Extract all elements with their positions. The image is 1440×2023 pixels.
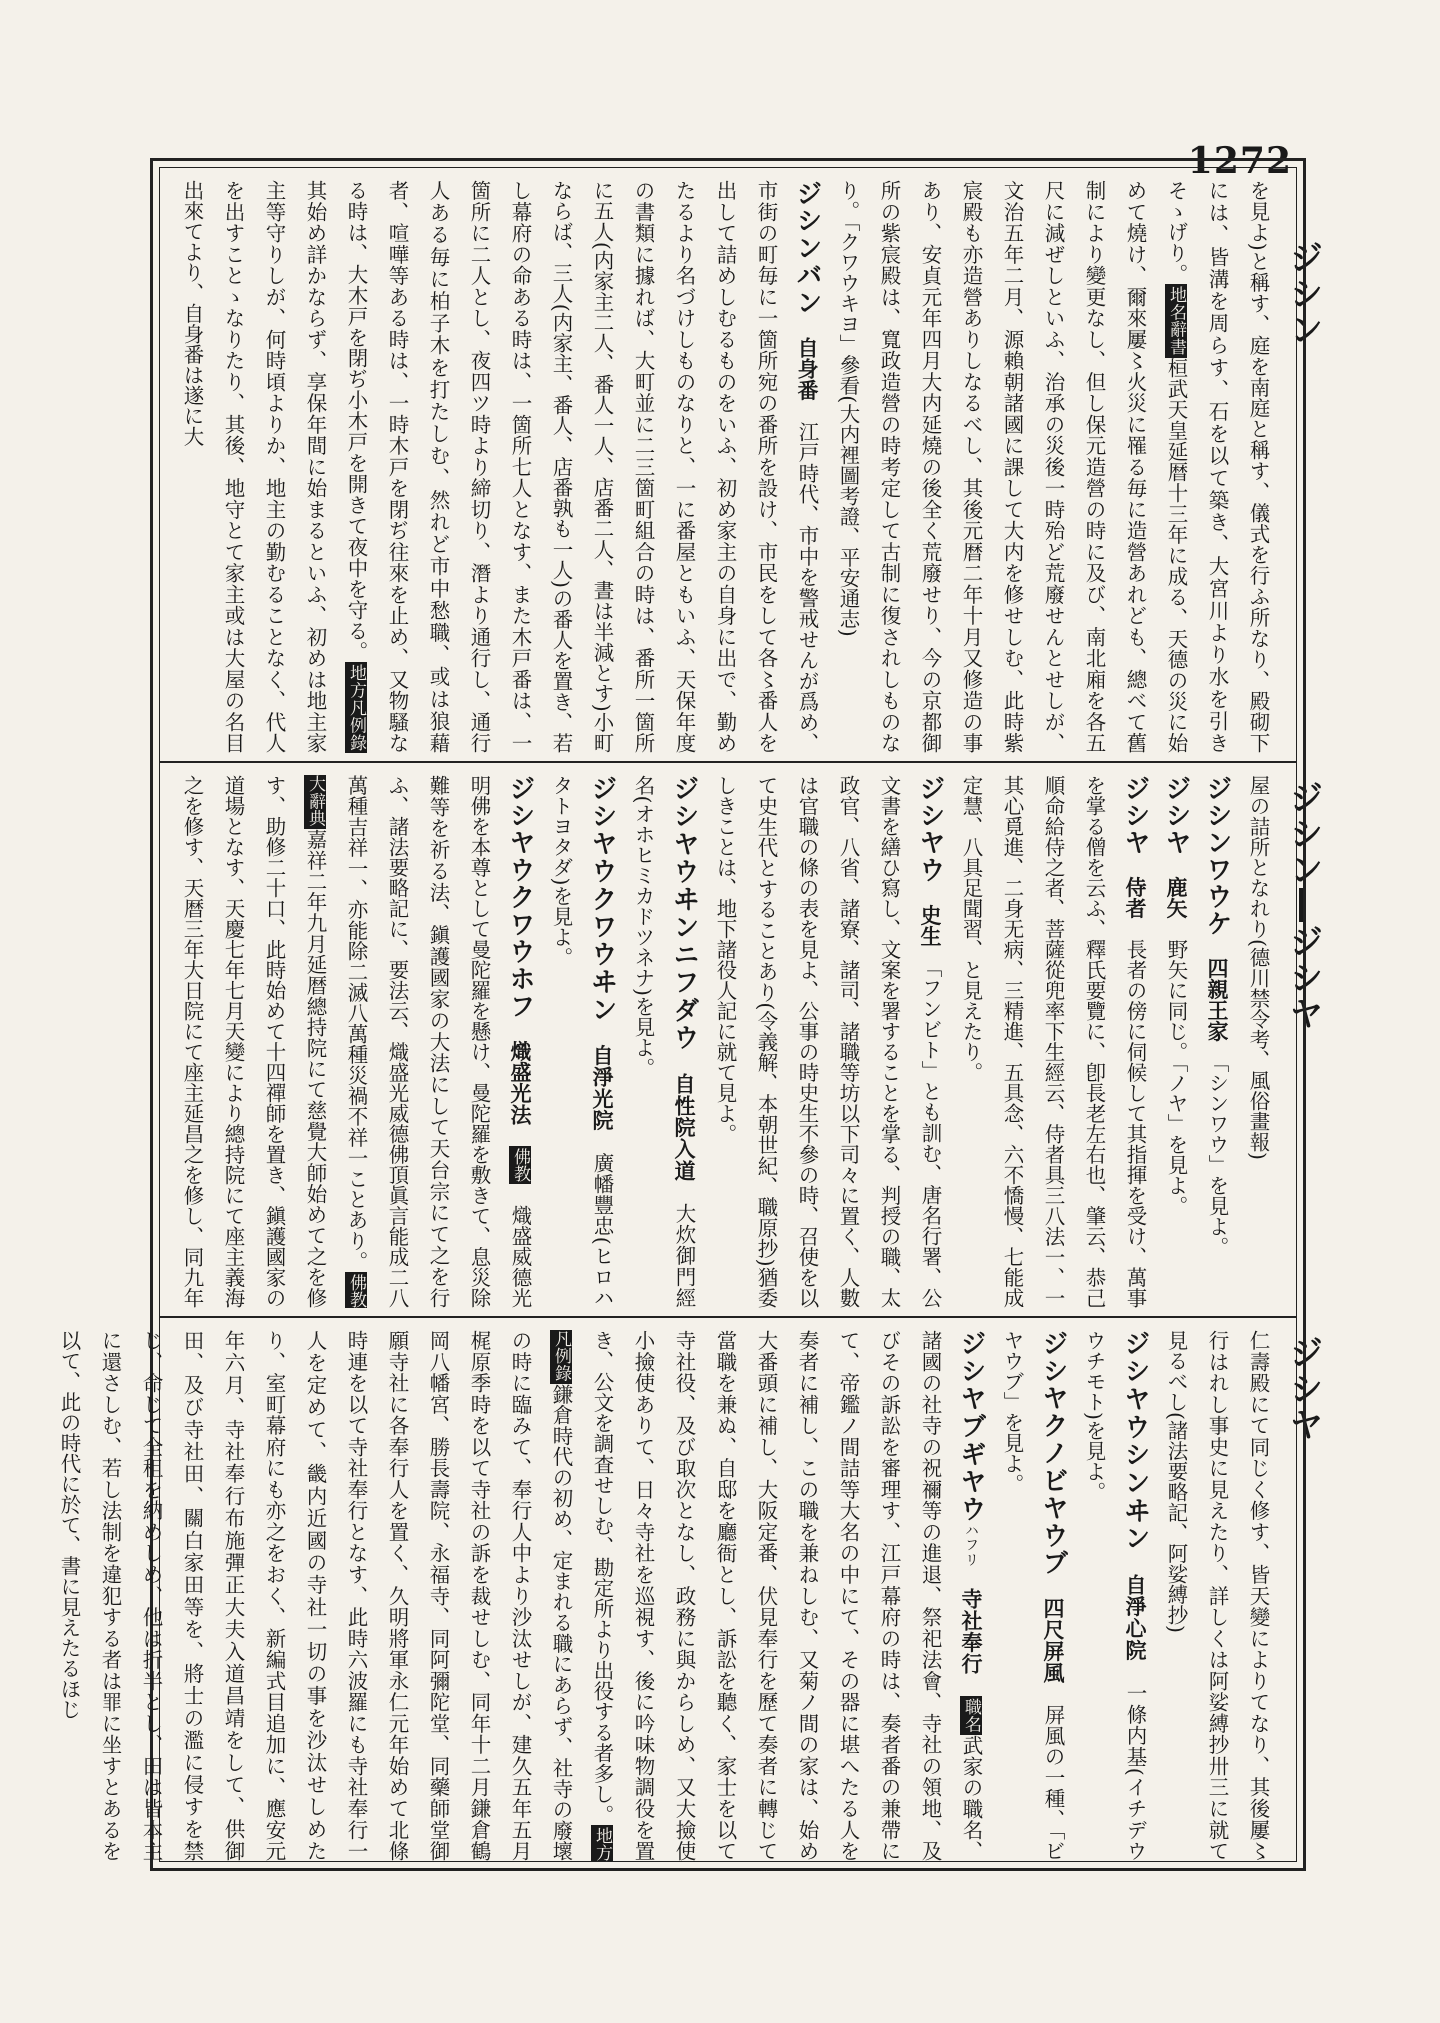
entry-text-2: 鎌倉時代の初め、定まれる職にあらず、社寺の廢壞の時に臨みて、奉行人中より沙汰せしが、建久五年五月梶原季時を以て寺社の訴を裁せしむ、同年十二月鎌倉鶴岡八幡宮、勝長壽院、永福寺、同阿彌陀堂、同藥師堂御願寺社に各奉行人を置く、久明將軍永仁元年始めて北條時連を以て寺社奉行となす、此時六波羅にも寺社奉行一人を定めて、畿内近國の寺社一切の事を沙汰せしめたり、室町幕府にも亦之をおく、新編式目追加に、應安元年六月、寺社奉行布施彈正大夫入道昌靖をして、供御田、及び寺社田、關白家田等を、將士の濫に侵すを禁じ、命じて全租を納めしめ、他は折半とし、田は皆本主に還さしむ、若し法制を違犯する者は罪に坐すとあるを以て、此の時代に於て、書に見えたるほじ xyxy=(57,1330,573,1862)
entry-title: 寺社奉行 xyxy=(959,1588,983,1675)
running-head-middle: ジシン―ジシヤ xyxy=(1283,780,1323,1032)
entry-title: 自性院入道 xyxy=(672,1073,696,1182)
category-badge: 佛教 xyxy=(510,1147,530,1183)
entry-title: 四親王家 xyxy=(1205,957,1229,1042)
category-badge: 職名 xyxy=(961,1697,981,1733)
continuation: 屋の詰所となれり(德川禁令考、風俗畫報) xyxy=(1246,775,1270,1160)
entry-heading: ジシンワウケ xyxy=(1202,775,1232,937)
entry-text: 大炊御門經名(オホヒミカドツネナ)を見よ。 xyxy=(631,775,696,1309)
entry-shishou xyxy=(704,775,950,1308)
page-number: 1272 xyxy=(1187,140,1292,182)
entry-text: 「シンワウ」を見よ。 xyxy=(1205,1062,1229,1257)
entry-jishinban xyxy=(171,180,827,753)
reference-badge: 地方凡例錄 xyxy=(346,664,366,752)
entry-subtitle: 一條内基 xyxy=(1123,1682,1147,1768)
entry-jishabugyou xyxy=(48,1330,991,1861)
running-head-top: ジシン xyxy=(1283,240,1323,348)
entry-heading: ジシヤ xyxy=(1120,775,1150,856)
entry-shishakunobyoubu xyxy=(991,1330,1073,1861)
top-band-text xyxy=(165,168,1296,753)
entry-jishinwauke xyxy=(1196,775,1237,1308)
running-head-bottom: ジシヤ xyxy=(1283,1335,1323,1443)
entry-heading: ジシヤ xyxy=(1161,775,1191,856)
entry-text: (ヒロハタトヨタダ)を見よ。 xyxy=(549,775,614,1309)
entry-title: 自淨光院 xyxy=(590,1044,614,1132)
entry-text-2: 嘉祥二年九月延暦總持院にて慈覺大師始めて之を修す、助修二十口、此時始めて十四禪師を置き、鎭護國家の道場となす、天慶七年七月天變により總持院にて座主義海之を修す、天暦三年大日院にて座主延昌之を修し、同九年 xyxy=(180,775,327,1309)
entry-heading: ジシヤウクワウホフ xyxy=(505,775,535,1020)
entry-subtitle: 廣幡豐忠 xyxy=(590,1152,614,1237)
entry-heading: ジシヤウシンヰン xyxy=(1120,1330,1150,1553)
bottom-band xyxy=(57,1316,1296,1862)
entry-text: 江戸時代、市中を警戒せんが爲め、市街の町毎に一箇所宛の番所を設け、市民をして各〻番人を出して詰めしむるものをいふ、初め家主の自身に出で、勤めたるより名づけしものなりと、一に番屋ともいふ、天保年度の書類に據れば、大町並に二三箇町組合の時は、番所一箇所に五人(内家主二人、番人一人、店番二人、晝は半減とす)小町ならば、三人(内家主、番人、店番孰も一人)の番人を置き、若し幕府の命ある時は、一箇所七人となす、また木戸番は、一箇所に二人とし、夜四ツ時より締切り、潛より通行し、通行人ある毎に柏子木を打たしむ、然れど市中愁職、或は狼藉者、喧嘩等ある時は、一時木戸を閉ぢ往來を止め、又物騷なる時は、大木戸を閉ぢ小木戸を開きて夜中を守る。 xyxy=(344,180,819,754)
entry-text: 熾盛威德光明佛を本尊として曼陀羅を懸け、曼陀羅を敷きて、息災除難等を祈る法、鎭護國家の大法にして天台宗にて之を行ふ、諸法要略記に、要法云、熾盛光威德佛頂眞言能成二八萬種吉祥一、亦能除二滅八萬種災禍不祥一ことあり。 xyxy=(344,775,532,1309)
entry-jishoushinin xyxy=(1073,1330,1155,1861)
middle-band-text xyxy=(165,763,1296,1308)
page-frame-inner xyxy=(57,167,1297,1862)
entry-title: 自淨心院 xyxy=(1123,1573,1147,1662)
entry-heading: ジシンバン xyxy=(792,180,822,317)
entry-text: 野矢に同じ。「ノヤ」を見よ。 xyxy=(1164,939,1188,1216)
continuation-text-2: 桓武天皇延暦十三年に成る、天德の災に始めて燒け、爾來屢〻火災に罹る毎に造營あれども、總べて舊制により變更なし、但し保元造營の時に及び、南北廂を各五尺に減ぜしといふ、治承の災後一時殆ど荒廢せんとせしが、文治五年二月、源賴朝諸國に課して大内を修せしむ、此時紫宸殿も亦造營ありしなるべし、其後元暦二年十月又修造の事あり、安貞元年四月大内延燒の後全く荒廢せり、今の京都御所の紫宸殿は、寬政造營の時考定して古制に復されしものなり。「クワウキヨ」參看(大内裡圖考證、平安通志) xyxy=(836,180,1188,754)
entry-heading: ジシヤウ xyxy=(915,775,945,884)
entry-heading: ジシヤクノビヤウブ xyxy=(1038,1330,1068,1577)
entry-jishoukouin xyxy=(540,775,622,1308)
entry-shijoukouhou xyxy=(171,775,540,1308)
entry-heading: ジシヤウクワウヰン xyxy=(587,775,617,1024)
reference-badge: 地方凡例錄 xyxy=(551,1330,612,1862)
entry-text: 武家の職名、諸國の社寺の祝禰等の進退、祭祀法會、寺社の領地、及びその訴訟を審理す、江戸幕府の時は、奏者番の兼帶にて、帝鑑ノ間詰等大名の中にて、その器に堪へたる人を奏者に補し、この職を兼ねしむ、又菊ノ間の家は、始め大番頭に補し、大阪定番、伏見奉行を歷て奏者に轉じて當職を兼ぬ、自邸を廳衙とし、訴訟を聽く、家士を以て寺社役、及び取次となし、政務に與からしめ、又大撿使小撿使ありて、日々寺社を巡視す、後に吟味物調役を置き、公文を調査せしむ、勘定所より出役する者多し。 xyxy=(590,1330,983,1862)
entry-heading: ジシヤウヰンニフダウ xyxy=(669,775,699,1052)
entry-title: 熾盛光法 xyxy=(508,1040,532,1126)
entry-jisha-shiya xyxy=(1155,775,1196,1308)
entry-text: 「フンビト」とも訓む、唐名行署、公文書を繕ひ寫し、文案を署することを掌る、判授の職、太政官、八省、諸寮、諸司、諸職等坊以下司々に置く、人數は官職の條の表を見よ、公事の時史生不參の時、召使を以て史生代とすることあり(令義解、本朝世紀、職原抄)猶委しきことは、地下諸役人記に就て見よ。 xyxy=(713,775,942,1308)
continuation: 仁壽殿にて同じく修す、皆天變によりてなり、其後屢〻行はれし事史に見えたり、詳しくは阿娑縛抄卅三に就て見るべし(諸法要略記、阿娑縛抄) xyxy=(1164,1330,1270,1861)
continuation-text: を見よ)と稱す、庭を南庭と稱す、儀式を行ふ所なり、殿砌下には、皆溝を周らす、石を以て築き、大宮川より水を引きそゝげり。 xyxy=(1164,180,1270,753)
bottom-band-text xyxy=(42,1318,1296,1861)
entry-title: 侍者 xyxy=(1123,876,1147,919)
reference-badge: 地名辭書 xyxy=(1166,286,1186,356)
entry-title: 史生 xyxy=(918,904,942,947)
top-band xyxy=(160,168,1296,753)
entry-text: (イチデウウチモト)を見よ。 xyxy=(1082,1330,1147,1862)
entry-continuation-shishinden xyxy=(827,180,1278,753)
entry-jisha-jisha xyxy=(950,775,1155,1308)
entry-heading: ジシヤブギヤウ xyxy=(956,1330,986,1524)
middle-band xyxy=(160,761,1296,1308)
reference-badge: 佛教大辭典 xyxy=(305,775,366,1309)
entry-title: 鹿矢 xyxy=(1164,876,1188,919)
entry-title: 自身番 xyxy=(795,336,819,401)
entry-text: 屏風の一種、「ビヤウブ」を見よ。 xyxy=(1000,1330,1065,1862)
entry-title: 四尺屏風 xyxy=(1041,1597,1065,1684)
page-frame xyxy=(57,158,1306,1871)
entry-text-2: 其始め詳かならず、享保年間に始まるといふ、初めは地主家主等守りしが、何時頃よりか、地主の勤むることなく、代人を出すことゝなりたり、其後、地守とて家主或は大屋の名目出來てより、自身番は遂に大 xyxy=(180,180,327,753)
entry-ruby: ハフリ xyxy=(963,1523,979,1568)
entry-text: 長者の傍に伺候して其指揮を受け、萬事を掌る僧を云ふ、釋氏要覽に、卽長老左右也、肇云、恭己順命給侍之者、菩薩從兜率下生經云、侍者具三八法一、一其心覓進、二身无病、三精進、五具念、六不憍慢、七能成定慧、八具足聞習、と見えたり。 xyxy=(959,775,1147,1308)
entry-jishouin-nyudou xyxy=(622,775,704,1308)
